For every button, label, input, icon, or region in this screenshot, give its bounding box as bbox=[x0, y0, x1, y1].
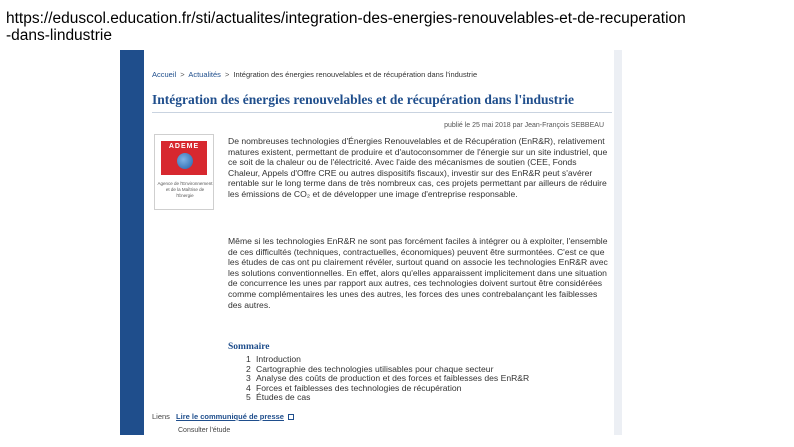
logo-caption: Agence de l'Environnement et de la Maîtrise de l'Énergie bbox=[157, 181, 213, 198]
ademe-globe-icon bbox=[177, 153, 193, 169]
sommaire-item-number: 3 bbox=[246, 373, 251, 384]
right-page-edge bbox=[614, 50, 622, 435]
page-title: Intégration des énergies renouvelables et de récupération dans l'industrie bbox=[152, 92, 574, 107]
external-link-icon bbox=[288, 414, 294, 420]
logo-red-block bbox=[161, 141, 207, 175]
article-content bbox=[150, 50, 610, 435]
ademe-logo bbox=[154, 134, 214, 210]
left-navigation-bar bbox=[120, 50, 144, 435]
sommaire-item-label: Forces et faiblesses des technologies de récupération bbox=[256, 382, 462, 393]
intro-paragraph-2: Même si les technologies EnR&R ne sont pas forcément faciles à intégrer ou à exploiter, l'ensemble de ces difficultés (techniques, contractuelles, économiques) peuvent être surmontées. C'est ce que les études de cas ont pu clairement révéler, surtout quand on associe les technologies EnR&R avec les solutions conventionnelles. En effet, alors qu'elles apparaissent implicitement dans une situation de concurrence les unes par rapport aux autres, ces technologies doivent surtout être considérées comme complémentaires les unes des autres, les forces des unes contrebalançant les faiblesses des autres. bbox=[228, 236, 608, 310]
webpage-screenshot bbox=[120, 50, 622, 435]
title-divider bbox=[152, 112, 612, 113]
sommaire-list bbox=[246, 355, 566, 403]
consult-study-link[interactable]: Consulter l'étude bbox=[178, 427, 231, 434]
breadcrumb-actualites-link[interactable]: Actualités bbox=[188, 70, 221, 79]
sommaire-item-number: 4 bbox=[246, 382, 251, 393]
sommaire-item-number: 2 bbox=[246, 363, 251, 374]
sommaire-item[interactable] bbox=[246, 393, 566, 403]
logo-wordmark: ADEME bbox=[168, 143, 200, 150]
press-link-row bbox=[152, 412, 294, 421]
url-caption-line-2: -dans-lindustrie bbox=[6, 27, 112, 44]
sommaire-item-label: Analyse des coûts de production et des forces et faiblesses des EnR&R bbox=[256, 373, 530, 384]
breadcrumb-separator: > bbox=[180, 70, 185, 79]
breadcrumb-current: Intégration des énergies renouvelables et de récupération dans l'industrie bbox=[233, 70, 478, 79]
sommaire-item-number: 1 bbox=[246, 354, 251, 364]
sommaire-heading: Sommaire bbox=[228, 342, 270, 352]
article-byline: publié le 25 mai 2018 par Jean-François SEBBEAU bbox=[444, 122, 604, 129]
press-release-link[interactable]: Lire le communiqué de presse bbox=[176, 412, 284, 421]
breadcrumb-separator: > bbox=[224, 70, 230, 79]
sommaire-item-label: Introduction bbox=[256, 354, 301, 364]
sommaire-item-number: 5 bbox=[246, 392, 251, 403]
links-label: Liens bbox=[152, 412, 170, 421]
breadcrumb bbox=[152, 70, 477, 79]
url-caption-line-1: https://eduscol.education.fr/sti/actualites/integration-des-energies-renouvelables-et-de-recuperation bbox=[6, 10, 686, 27]
sommaire-item-label: Études de cas bbox=[256, 392, 311, 403]
intro-paragraph-1: De nombreuses technologies d'Énergies Renouvelables et de Récupération (EnR&R), relativement matures existent, permettant de produire et d'autoconsommer de l'énergie sur un site industriel, que ce soit de la chaleur ou de l'électricité. Avec l'aide des mécanismes de soutien (CEE, Fonds Chaleur, Appels d'Offre CRE ou autres dispositifs fiscaux), investir sur des EnR&R peut s'avérer rentable sur le long terme dans de très nombreux cas, ces projets permettant par ailleurs de réduire les émissions de CO₂ et de développer une image d'entreprise responsable. bbox=[228, 136, 608, 199]
breadcrumb-home-link[interactable]: Accueil bbox=[152, 70, 177, 79]
sommaire-item-label: Cartographie des technologies utilisables pour chaque secteur bbox=[256, 363, 494, 374]
